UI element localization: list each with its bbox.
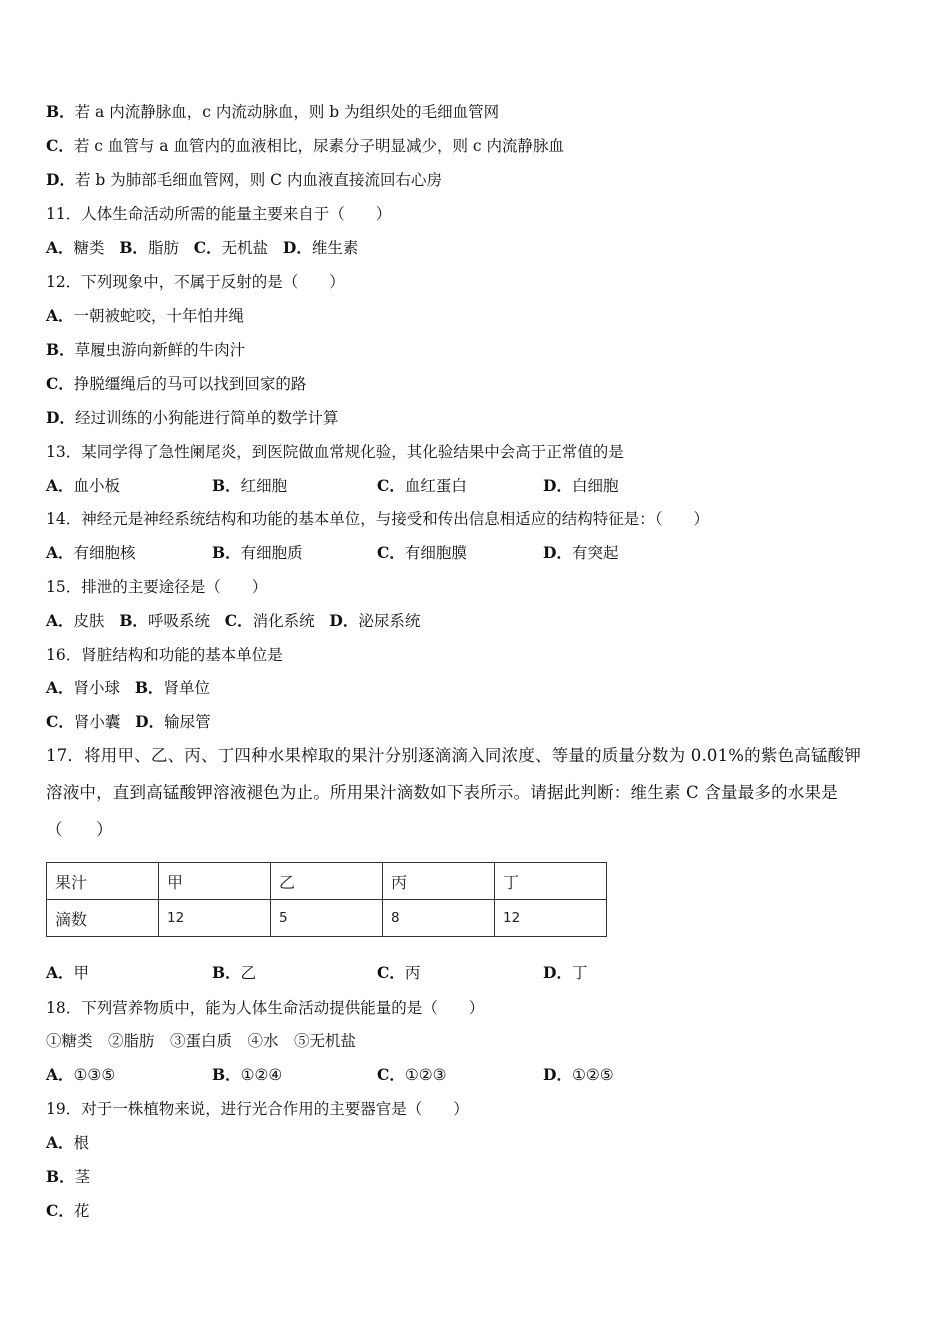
table-row — [47, 900, 607, 937]
q17-options: A．甲 B．乙 C．丙 D．丁 — [46, 963, 588, 982]
q10-option-c: C．若 c 血管与 a 血管内的血液相比，尿素分子明显减少，则 c 内流静脉血 — [46, 136, 565, 155]
q19-option-c: C．花 — [46, 1201, 90, 1220]
q14-stem: 14．神经元是神经系统结构和功能的基本单位，与接受和传出信息相适应的结构特征是：（ ） — [46, 510, 709, 528]
q17-stem-line1: 17．将用甲、乙、丙、丁四种水果榨取的果汁分别逐滴滴入同浓度、等量的质量分数为 0.01%的紫色高锰酸钾 — [46, 746, 862, 765]
q11-options: A．糖类 B．脂肪 C．无机盐 D．维生素 — [46, 238, 359, 257]
table-cell: 8 — [383, 900, 495, 937]
q15-stem: 15．排泄的主要途径是（ ） — [46, 578, 268, 596]
table-row — [47, 863, 607, 900]
table-cell: 滴数 — [47, 900, 159, 937]
q18-options: A．①③⑤ B．①②④ C．①②③ D．①②⑤ — [46, 1065, 614, 1084]
q12-option-a: A．一朝被蛇咬，十年怕井绳 — [46, 306, 245, 325]
q16-options-ab: A．肾小球 B．肾单位 — [46, 678, 210, 697]
q12-option-b: B．草履虫游向新鲜的牛肉汁 — [46, 340, 246, 359]
table-cell: 丙 — [383, 863, 495, 900]
table-cell: 果汁 — [47, 863, 159, 900]
q17-stem-line2: 溶液中，直到高锰酸钾溶液褪色为止。所用果汁滴数如下表所示。请据此判断：维生素 C 含量最多的水果是 — [46, 783, 838, 802]
table-cell: 乙 — [271, 863, 383, 900]
q18-stem: 18．下列营养物质中，能为人体生命活动提供能量的是（ ） — [46, 999, 485, 1017]
q17-stem-line3: （ ） — [46, 820, 113, 839]
table-cell: 12 — [159, 900, 271, 937]
q19-stem: 19．对于一株植物来说，进行光合作用的主要器官是（ ） — [46, 1100, 469, 1118]
q12-stem: 12．下列现象中，不属于反射的是（ ） — [46, 273, 345, 291]
q19-option-a: A．根 — [46, 1133, 90, 1152]
q16-stem: 16．肾脏结构和功能的基本单位是 — [46, 646, 283, 664]
q19-option-b: B．茎 — [46, 1167, 91, 1186]
table-cell: 5 — [271, 900, 383, 937]
q10-option-b: B．若 a 内流静脉血，c 内流动脉血，则 b 为组织处的毛细血管网 — [46, 102, 500, 121]
table-cell: 丁 — [495, 863, 607, 900]
q16-options-cd: C．肾小囊 D．输尿管 — [46, 712, 211, 731]
q14-options: A．有细胞核 B．有细胞质 C．有细胞膜 D．有突起 — [46, 543, 619, 562]
table-cell: 12 — [495, 900, 607, 937]
q15-options: A．皮肤 B．呼吸系统 C．消化系统 D．泌尿系统 — [46, 611, 421, 630]
q13-stem: 13．某同学得了急性阑尾炎，到医院做血常规化验，其化验结果中会高于正常值的是 — [46, 443, 624, 461]
q18-items: ①糖类 ②脂肪 ③蛋白质 ④水 ⑤无机盐 — [46, 1032, 357, 1050]
q11-stem: 11．人体生命活动所需的能量主要来自于（ ） — [46, 205, 392, 223]
q12-option-d: D．经过训练的小狗能进行简单的数学计算 — [46, 408, 339, 427]
juice-drops-table — [46, 862, 607, 937]
table-cell: 甲 — [159, 863, 271, 900]
q10-option-d: D．若 b 为肺部毛细血管网，则 C 内血液直接流回右心房 — [46, 170, 442, 189]
q12-option-c: C．挣脱缰绳后的马可以找到回家的路 — [46, 374, 307, 393]
q13-options: A．血小板 B．红细胞 C．血红蛋白 D．白细胞 — [46, 476, 619, 495]
